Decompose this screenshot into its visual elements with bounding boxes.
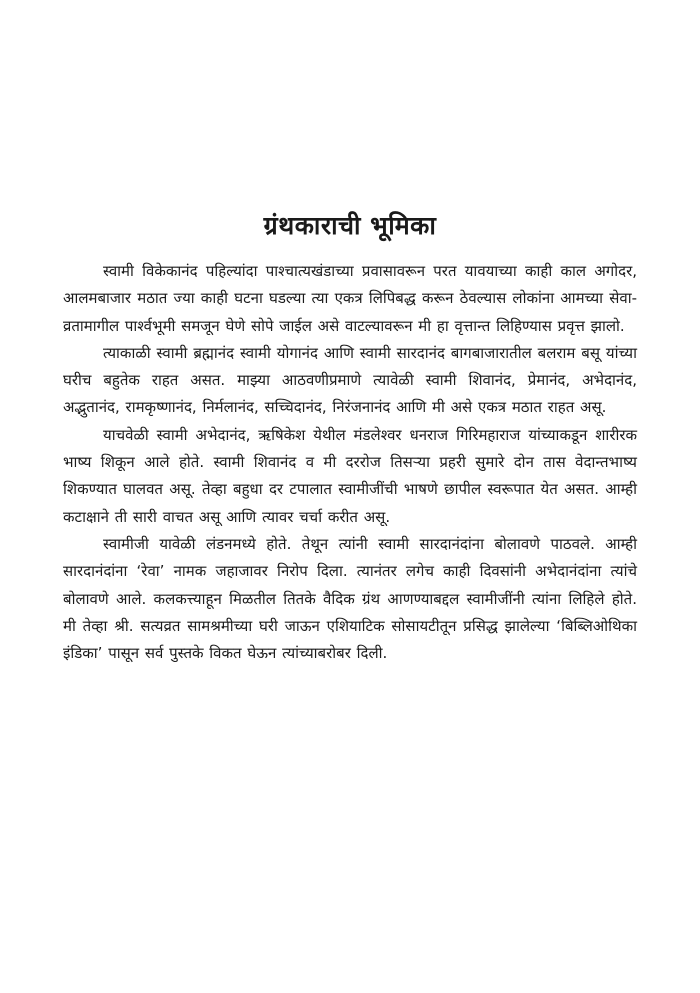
paragraph-1: स्वामी विकेकानंद पहिल्यांदा पाश्चात्यखंडाच्या प्रवासावरून परत यावयाच्या काही काल अगोदर, आलमबाजार मठात ज्या काही घटना घडल्या त्या एकत्र लिपिबद्ध करून ठेवल्यास लोकांना आमच्या सेवा-व्रतामागील पार्श्वभूमी समजून घेणे सोपे जाईल असे वाटल्यावरून मी हा वृत्तान्त लिहिण्यास प्रवृत्त झालो.	[63, 262, 637, 335]
paragraph-3: याचवेळी स्वामी अभेदानंद, ऋषिकेश येथील मंडलेश्वर धनराज गिरिमहाराज यांच्याकडून शारीरक भाष्य शिकून आले होते. स्वामी शिवानंद व मी दररोज तिसऱ्या प्रहरी सुमारे दोन तास वेदान्तभाष्य शिकण्यात घालवत असू. तेव्हा बहुधा दर टपालात स्वामीजींची भाषणे छापील स्वरूपात येत असत. आम्ही कटाक्षाने ती सारी वाचत असू आणि त्यावर चर्चा करीत असू.	[63, 425, 637, 526]
page-title: ग्रंथकाराची भूमिका	[263, 211, 437, 240]
paragraph-4: स्वामीजी यावेळी लंडनमध्ये होते. तेथून त्यांनी स्वामी सारदानंदांना बोलावणे पाठवले. आम्ही सारदानंदांना ‘रेवा’ नामक जहाजावर निरोप दिला. त्यानंतर लगेच काही दिवसांनी अभेदानंदांना त्यांचे बोलावणे आले. कलकत्त्याहून मिळतील तितके वैदिक ग्रंथ आणण्याबद्दल स्वामीजींनी त्यांना लिहिले होते. मी तेव्हा श्री. सत्यव्रत सामश्रमीच्या घरी जाऊन एशियाटिक सोसायटीतून प्रसिद्ध झालेल्या ‘बिब्लिओथिका इंडिका’ पासून सर्व पुस्तके विकत घेऊन त्यांच्याबरोबर दिली.	[63, 534, 637, 663]
paragraph-2: त्याकाळी स्वामी ब्रह्मानंद स्वामी योगानंद आणि स्वामी सारदानंद बागबाजारातील बलराम बसू यांच्या घरीच बहुतेक राहत असत. माझ्या आठवणीप्रमाणे त्यावेळी स्वामी शिवानंद, प्रेमानंद, अभेदानंद, अद्भुतानंद, रामकृष्णानंद, निर्मलानंद, सच्चिदानंद, निरंजनानंद आणि मी असे एकत्र मठात राहत असू.	[63, 343, 637, 417]
body-text	[63, 258, 637, 667]
